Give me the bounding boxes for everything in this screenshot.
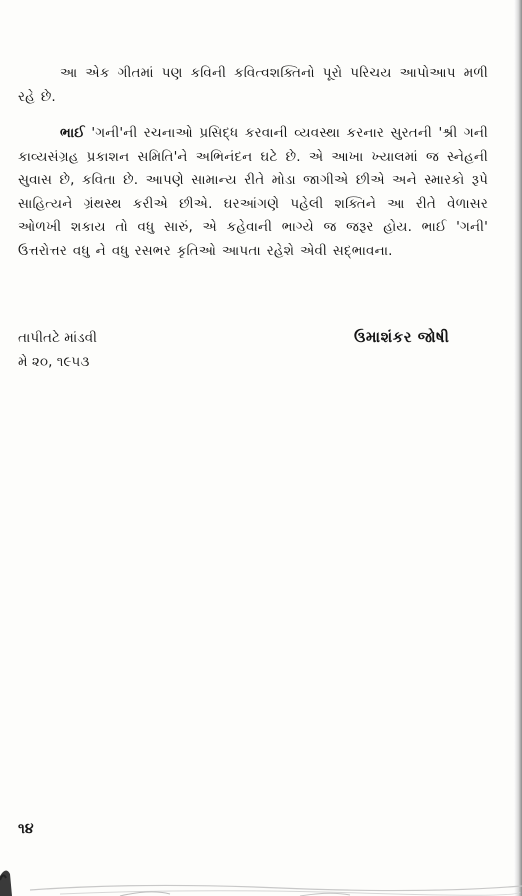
paragraph-1 (18, 62, 488, 109)
scan-bottom-edge (0, 836, 522, 896)
date-text: મે ૨૦, ૧૯૫૩ (18, 354, 90, 370)
scan-artifact-graphic (0, 836, 522, 896)
place-text: તાપીતટે માંડવી (18, 330, 98, 346)
paragraph-2 (18, 122, 488, 264)
page-edge-shadow (514, 0, 522, 896)
page-number: ૧૪ (18, 821, 34, 837)
paragraph-1-text: આ એક ગીતમાં પણ કવિની કવિત્વશક્તિનો પૂરો પરિચય આપોઆપ મળી રહે છે. (18, 65, 488, 105)
place-date-block (18, 326, 97, 374)
author-signature: ઉમાશંકર જોષી (354, 328, 450, 346)
paragraph-2-text: 'ગની'ની રચનાઓ પ્રસિદ્ધ કરવાની વ્યવસ્થા કરનાર સુરતની 'શ્રી ગની કાવ્યસંગ્રહ પ્રકાશન સમિતિ'ને અભિનંદન ઘટે છે. એ આખા ખ્યાલમાં જ સ્નેહની સુવાસ છે, કવિતા છે. આપણે સામાન્ય રીતે મોડા જાગીએ છીએ અને સ્મારકો રૂપે સાહિત્યને ગ્રંથસ્થ કરીએ છીએ. ઘરઆંગણે પહેલી શક્તિને આ રીતે વેળાસર ઓળખી શકાય તો વધુ સારું, એ કહેવાની ભાગ્યે જ જરૂર હોય. ભાઈ 'ગની' ઉત્તરોત્તર વધુ ને વધુ રસભર કૃતિઓ આપતા રહેશે એવી સદ્ભાવના. (18, 125, 488, 259)
paragraph-2-lead: ભાઈ (60, 125, 85, 141)
